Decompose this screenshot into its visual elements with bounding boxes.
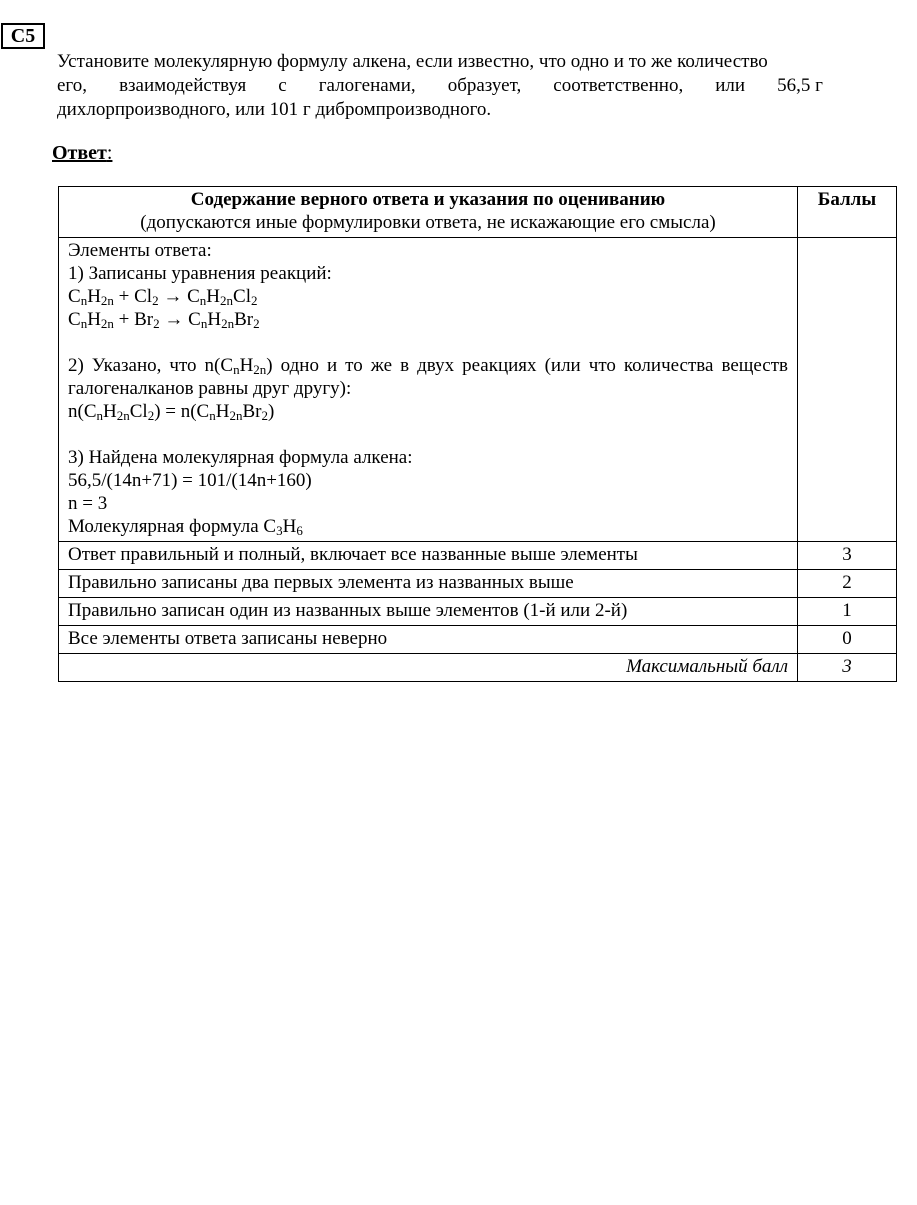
score-value: 0 bbox=[798, 626, 897, 654]
problem-statement bbox=[57, 50, 917, 122]
problem-line-2 bbox=[57, 74, 823, 98]
step-1: 1) Записаны уравнения реакций: bbox=[68, 263, 332, 284]
step-2: 2) Указано, что $n(C_nH_{2n})$ одно и то же в двух реакциях (или что количества веществ галогеналканов равны друг другу): bbox=[68, 355, 788, 399]
answer-elements-row bbox=[59, 238, 897, 542]
score-criterion: Правильно записан один из названных выше элементов (1-й или 2-й) bbox=[59, 598, 798, 626]
score-row bbox=[59, 570, 897, 598]
elements-title: Элементы ответа: bbox=[68, 240, 212, 261]
calculation: 56,5/(14n+71) = 101/(14n+160) bbox=[68, 470, 312, 491]
word: образует, bbox=[447, 75, 522, 96]
word: 56,5 г bbox=[777, 75, 823, 96]
word: галогенами, bbox=[318, 75, 416, 96]
word: или bbox=[715, 75, 746, 96]
score-value: 3 bbox=[798, 542, 897, 570]
word: взаимодействуя bbox=[119, 75, 247, 96]
score-value: 1 bbox=[798, 598, 897, 626]
grading-table bbox=[58, 186, 897, 682]
word: соответственно, bbox=[553, 75, 684, 96]
equation-chlorine: $C_nH_{2n} + Cl_2 \to C_nH_{2n}Cl_2$ bbox=[68, 286, 258, 308]
table-header-row bbox=[59, 187, 897, 238]
score-row bbox=[59, 626, 897, 654]
answer-colon: : bbox=[106, 142, 113, 164]
answer-heading bbox=[52, 142, 112, 165]
score-criterion: Все элементы ответа записаны неверно bbox=[59, 626, 798, 654]
word: с bbox=[278, 75, 287, 96]
score-row bbox=[59, 598, 897, 626]
header-content-cell bbox=[59, 187, 798, 238]
header-score: Баллы bbox=[817, 189, 877, 210]
problem-line-3: дихлорпроизводного, или 101 г дибромпроизводного. bbox=[57, 99, 492, 120]
score-criterion: Правильно записаны два первых элемента из названных выше bbox=[59, 570, 798, 598]
score-criterion: Ответ правильный и полный, включает все названные выше элементы bbox=[59, 542, 798, 570]
answer-label-text: Ответ bbox=[52, 142, 107, 164]
final-formula: Молекулярная формула $C_3H_6$ bbox=[68, 516, 303, 538]
score-value: 2 bbox=[798, 570, 897, 598]
n-value: n = 3 bbox=[68, 493, 108, 514]
score-row bbox=[59, 542, 897, 570]
word: его, bbox=[57, 75, 88, 96]
answer-elements-score-cell bbox=[798, 238, 897, 542]
max-score-label: Максимальный балл bbox=[59, 654, 798, 682]
equation-moles: $n(C_nH_{2n}Cl_2) = n(C_nH_{2n}Br_2)$ bbox=[68, 401, 275, 423]
task-number-badge: C5 bbox=[1, 23, 45, 49]
header-score-cell bbox=[798, 187, 897, 238]
answer-elements-cell bbox=[59, 238, 798, 542]
header-title: Содержание верного ответа и указания по оцениванию bbox=[190, 189, 666, 210]
equation-bromine: $C_nH_{2n} + Br_2 \to C_nH_{2n}Br_2$ bbox=[68, 309, 260, 331]
step-3: 3) Найдена молекулярная формула алкена: bbox=[68, 447, 413, 468]
max-score-row bbox=[59, 654, 897, 682]
problem-line-1: Установите молекулярную формулу алкена, если известно, что одно и то же количество bbox=[57, 51, 768, 72]
max-score-value: 3 bbox=[798, 654, 897, 682]
header-note: (допускаются иные формулировки ответа, не искажающие его смысла) bbox=[140, 212, 716, 233]
